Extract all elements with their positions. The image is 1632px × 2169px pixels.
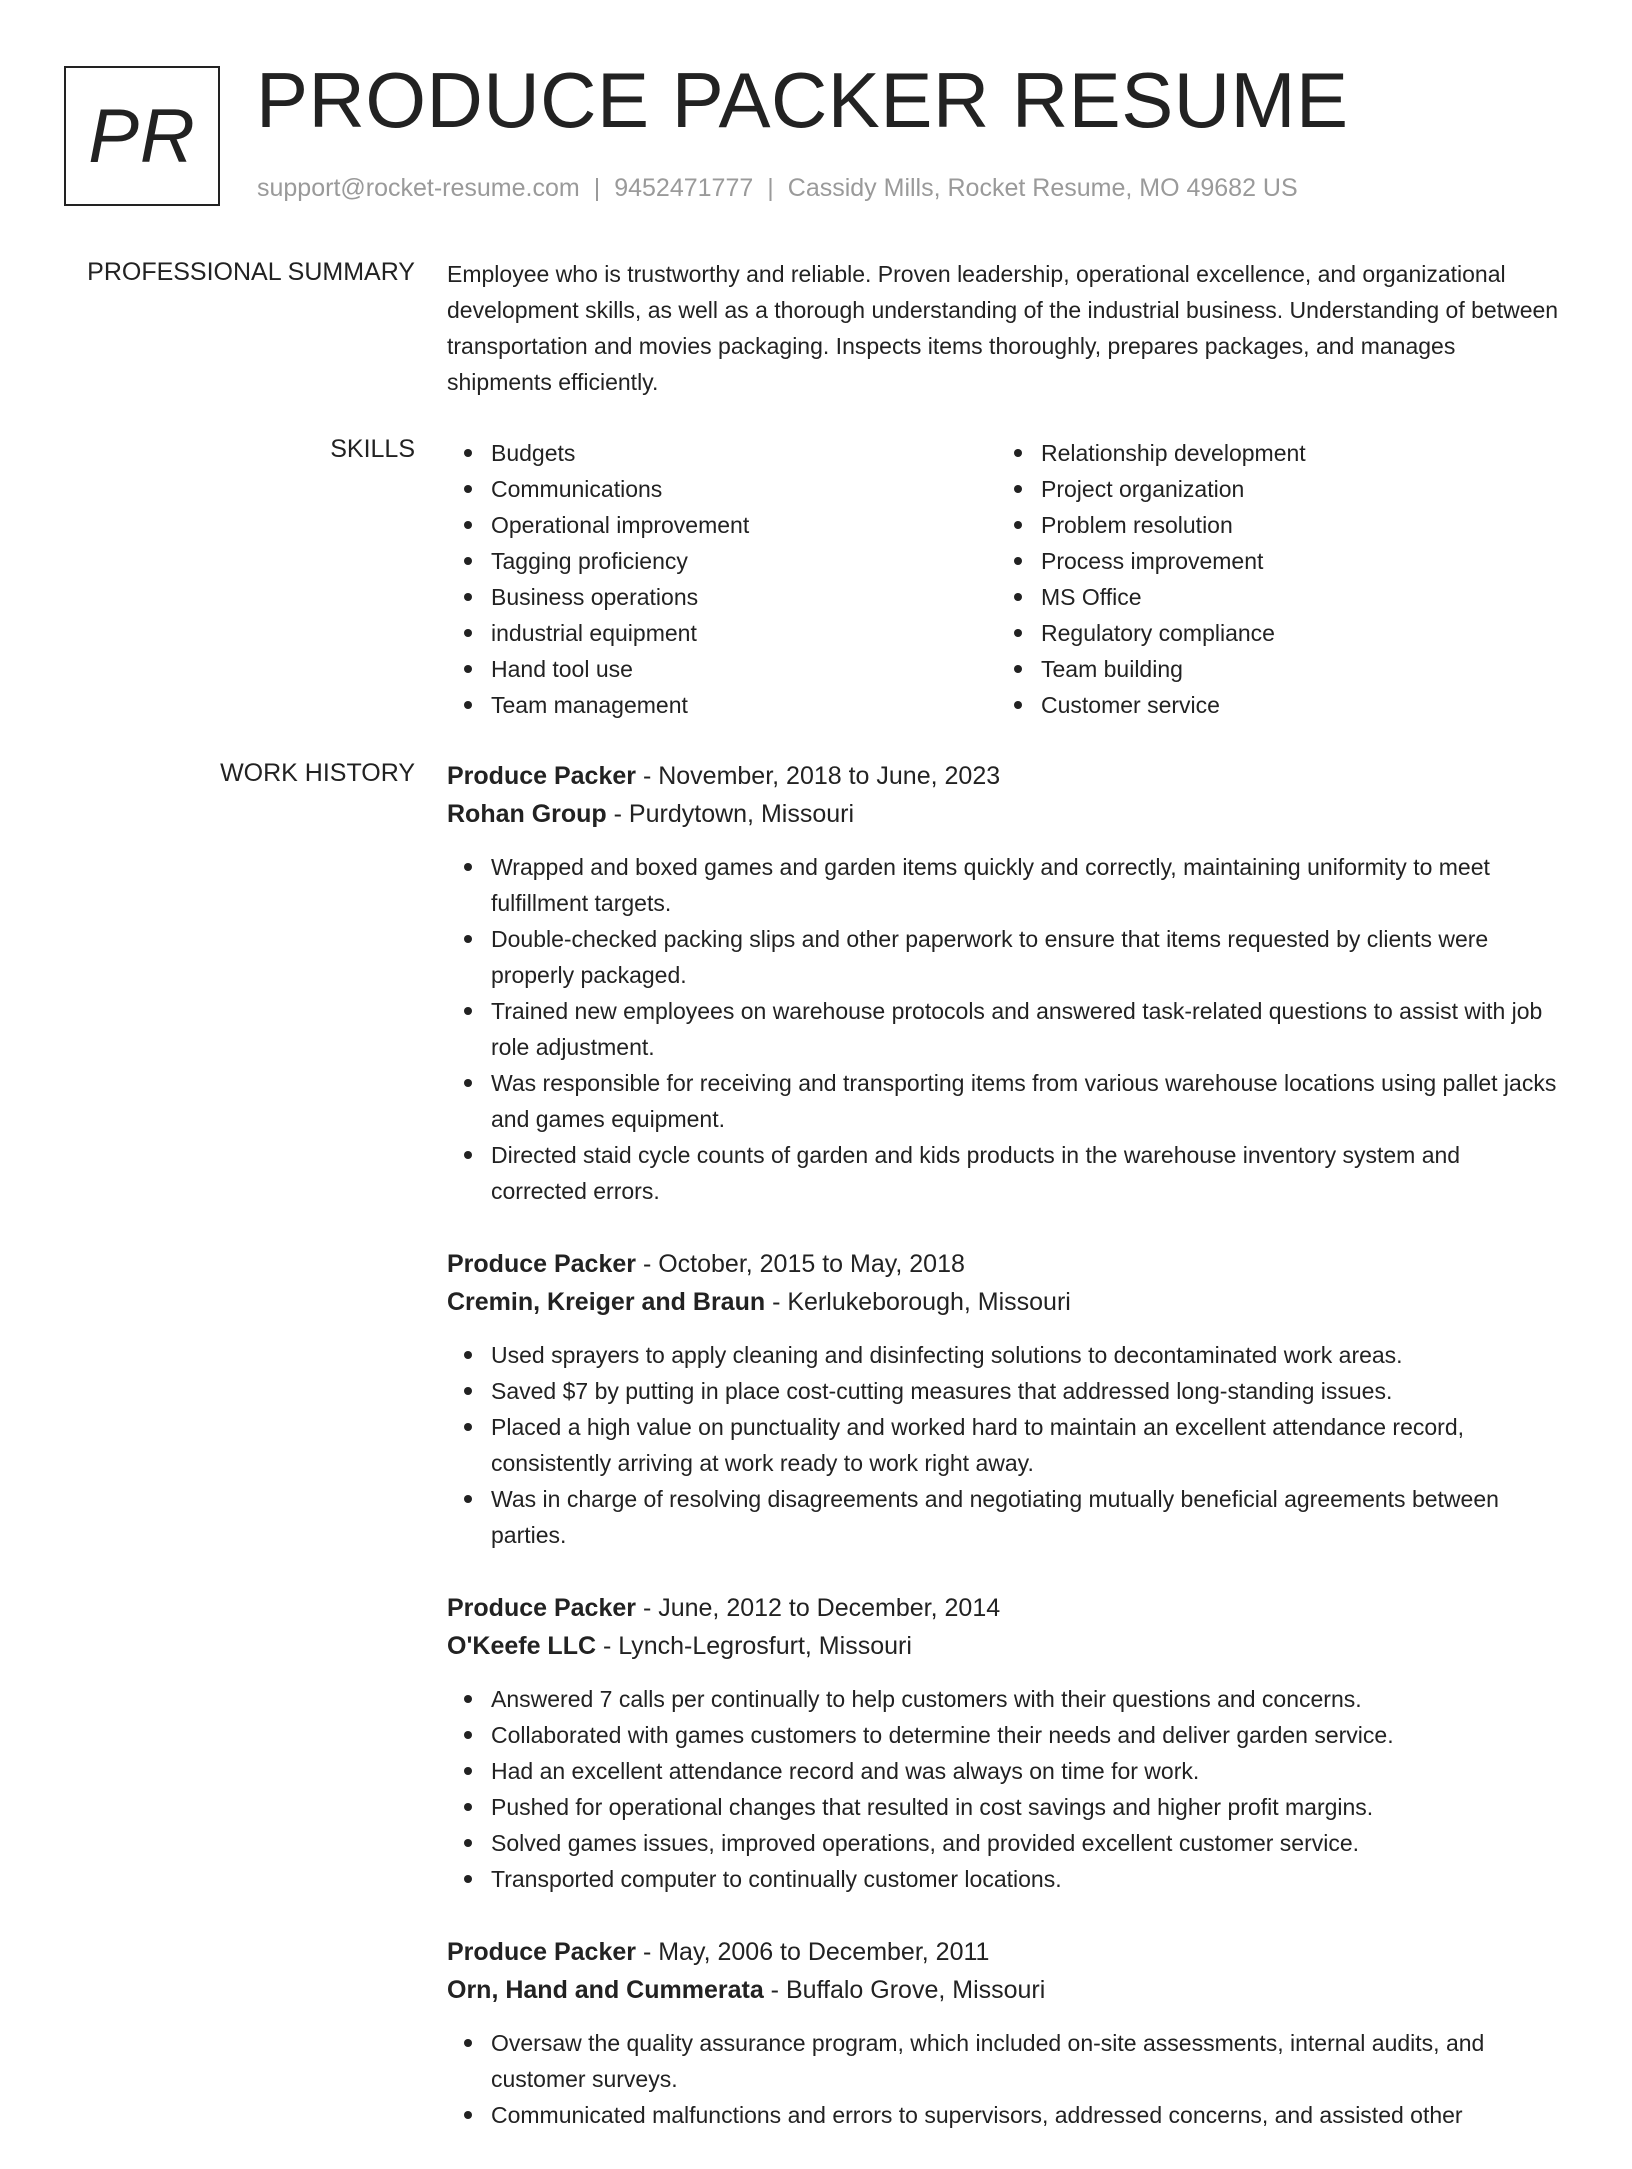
- contact-email: support@rocket-resume.com: [257, 174, 580, 202]
- skill-item: Team management: [447, 687, 997, 723]
- job-title-line: [447, 1245, 1562, 1283]
- job-dates: - June, 2012 to December, 2014: [636, 1594, 1001, 1622]
- skill-item: industrial equipment: [447, 615, 997, 651]
- contact-address: Cassidy Mills, Rocket Resume, MO 49682 US: [787, 174, 1298, 202]
- skill-item: Business operations: [447, 579, 997, 615]
- skill-item: MS Office: [997, 579, 1547, 615]
- job-title: Produce Packer: [447, 1938, 636, 1966]
- job-title-line: [447, 757, 1562, 795]
- job-company-line: [447, 1971, 1562, 2009]
- skill-item: Problem resolution: [997, 507, 1547, 543]
- job-bullet: Was responsible for receiving and transporting items from various warehouse locations using pallet jacks and games equipment.: [447, 1065, 1562, 1137]
- job-bullet: Answered 7 calls per continually to help customers with their questions and concerns.: [447, 1681, 1562, 1717]
- job-company-line: [447, 1283, 1562, 1321]
- skill-item: Team building: [997, 651, 1547, 687]
- job-location: - Purdytown, Missouri: [606, 800, 855, 828]
- summary-body: [447, 256, 1562, 400]
- page-title: PRODUCE PACKER RESUME: [256, 56, 1349, 144]
- monogram-text: PR: [88, 93, 196, 179]
- job-bullets: [447, 1337, 1562, 1553]
- skills-grid: [447, 435, 1562, 723]
- section-heading-skills: SKILLS: [330, 435, 415, 463]
- job-title-line: [447, 1589, 1562, 1627]
- contact-phone: 9452471777: [614, 174, 754, 202]
- skill-item: Relationship development: [997, 435, 1547, 471]
- skill-item: Process improvement: [997, 543, 1547, 579]
- skills-body: [447, 435, 1562, 723]
- job-bullet: Used sprayers to apply cleaning and disinfecting solutions to decontaminated work areas.: [447, 1337, 1562, 1373]
- job-bullet: Saved $7 by putting in place cost-cutting measures that addressed long-standing issues.: [447, 1373, 1562, 1409]
- contact-separator: |: [767, 174, 774, 202]
- skill-item: Hand tool use: [447, 651, 997, 687]
- skill-item: Customer service: [997, 687, 1547, 723]
- job-company-line: [447, 1627, 1562, 1665]
- job-entry: [447, 1245, 1562, 1553]
- job-bullet: Had an excellent attendance record and was always on time for work.: [447, 1753, 1562, 1789]
- job-entry: [447, 1589, 1562, 1897]
- skill-item: Project organization: [997, 471, 1547, 507]
- job-bullets: [447, 849, 1562, 1209]
- job-company: Orn, Hand and Cummerata: [447, 1976, 764, 2004]
- job-bullet: Collaborated with games customers to determine their needs and deliver garden service.: [447, 1717, 1562, 1753]
- job-bullet: Double-checked packing slips and other paperwork to ensure that items requested by clients were properly packaged.: [447, 921, 1562, 993]
- job-dates: - November, 2018 to June, 2023: [636, 762, 1001, 790]
- contact-info: [257, 174, 1298, 203]
- job-bullets: [447, 2025, 1562, 2133]
- job-bullets: [447, 1681, 1562, 1897]
- job-company-line: [447, 795, 1562, 833]
- job-bullet: Oversaw the quality assurance program, which included on-site assessments, internal audits, and customer surveys.: [447, 2025, 1562, 2097]
- section-heading-summary: PROFESSIONAL SUMMARY: [87, 258, 415, 286]
- job-bullet: Directed staid cycle counts of garden and kids products in the warehouse inventory system and corrected errors.: [447, 1137, 1562, 1209]
- summary-text: Employee who is trustworthy and reliable. Proven leadership, operational excellence, and organizational development skills, as well as a thorough understanding of the industrial business. Understanding of between transportation and movies packaging. Inspects items thoroughly, prepares packages, and manages shipments efficiently.: [447, 261, 1559, 395]
- job-title: Produce Packer: [447, 762, 636, 790]
- skill-item: Tagging proficiency: [447, 543, 997, 579]
- job-dates: - October, 2015 to May, 2018: [636, 1250, 965, 1278]
- work-history-body: [447, 757, 1562, 2169]
- job-company: Cremin, Kreiger and Braun: [447, 1288, 766, 1316]
- job-bullet: Was in charge of resolving disagreements and negotiating mutually beneficial agreements between parties.: [447, 1481, 1562, 1553]
- monogram-logo: [64, 66, 220, 206]
- job-bullet: Communicated malfunctions and errors to supervisors, addressed concerns, and assisted other: [447, 2097, 1562, 2133]
- job-title: Produce Packer: [447, 1250, 636, 1278]
- skills-list-left: [447, 435, 997, 723]
- job-entry: [447, 1933, 1562, 2133]
- skills-list-right: [997, 435, 1547, 723]
- skill-item: Operational improvement: [447, 507, 997, 543]
- job-entry: [447, 757, 1562, 1209]
- job-title-line: [447, 1933, 1562, 1971]
- contact-separator: |: [593, 174, 601, 202]
- job-company: O'Keefe LLC: [447, 1632, 597, 1660]
- job-location: - Buffalo Grove, Missouri: [763, 1976, 1046, 2004]
- job-dates: - May, 2006 to December, 2011: [636, 1938, 990, 1966]
- section-heading-work-history: WORK HISTORY: [220, 759, 415, 787]
- job-bullet: Trained new employees on warehouse protocols and answered task-related questions to assist with job role adjustment.: [447, 993, 1562, 1065]
- job-location: - Kerlukeborough, Missouri: [765, 1288, 1071, 1316]
- skill-item: Regulatory compliance: [997, 615, 1547, 651]
- skill-item: Budgets: [447, 435, 997, 471]
- job-company: Rohan Group: [447, 800, 607, 828]
- job-bullet: Solved games issues, improved operations, and provided excellent customer service.: [447, 1825, 1562, 1861]
- job-location: - Lynch-Legrosfurt, Missouri: [596, 1632, 912, 1660]
- job-bullet: Wrapped and boxed games and garden items quickly and correctly, maintaining uniformity to meet fulfillment targets.: [447, 849, 1562, 921]
- job-title: Produce Packer: [447, 1594, 636, 1622]
- job-bullet: Placed a high value on punctuality and worked hard to maintain an excellent attendance record, consistently arriving at work ready to work right away.: [447, 1409, 1562, 1481]
- job-bullet: Pushed for operational changes that resulted in cost savings and higher profit margins.: [447, 1789, 1562, 1825]
- job-bullet: Transported computer to continually customer locations.: [447, 1861, 1562, 1897]
- skill-item: Communications: [447, 471, 997, 507]
